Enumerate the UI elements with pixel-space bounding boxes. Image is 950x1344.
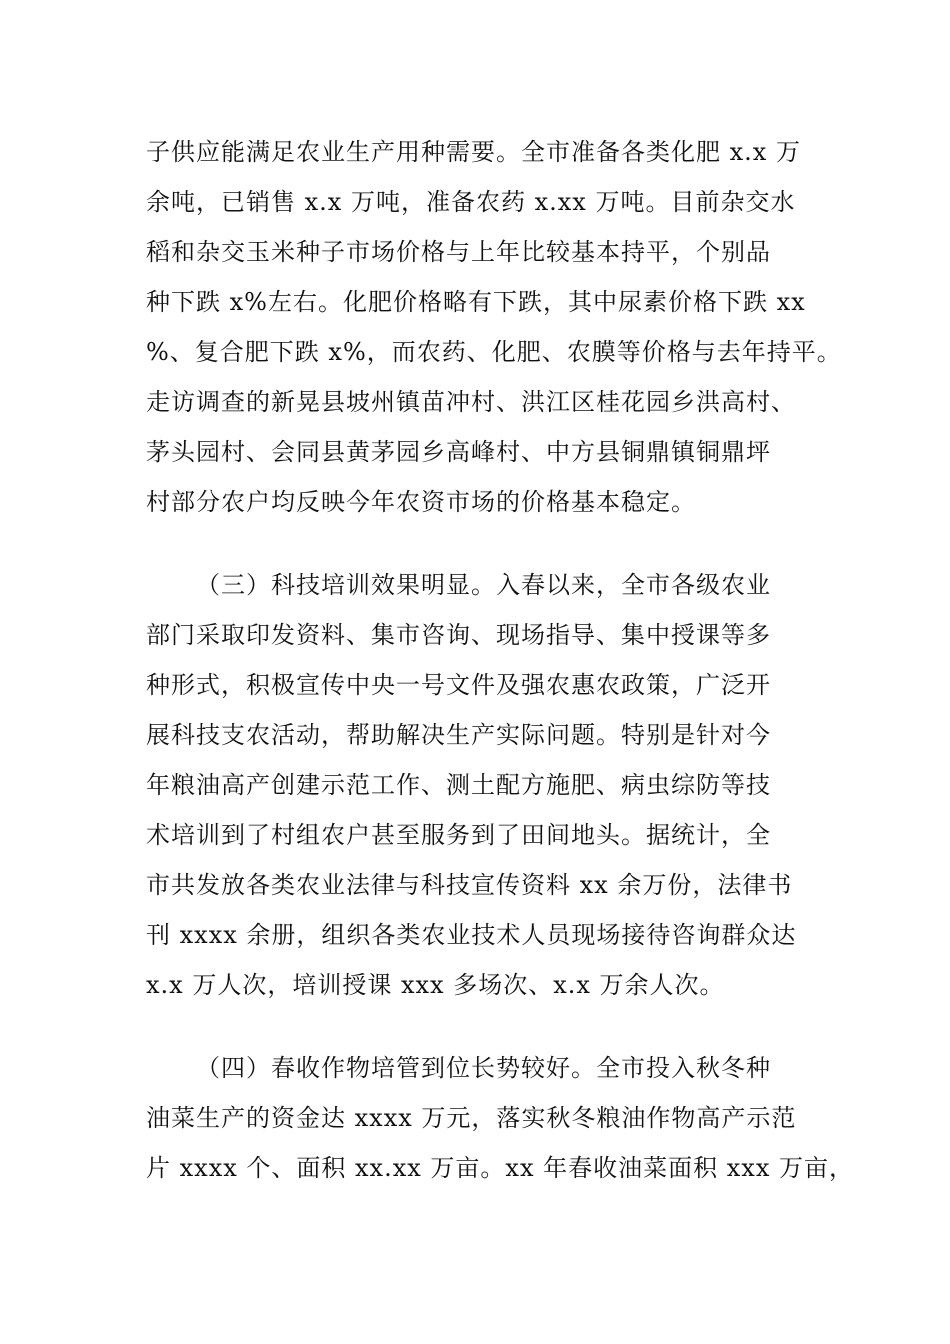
body-text-line: 茅头园村、会同县黄茅园乡高峰村、中方县铜鼎镇铜鼎坪 (146, 438, 771, 466)
body-text-line: 种下跌 x%左右。化肥价格略有下跌，其中尿素价格下跌 xx (146, 288, 806, 316)
body-text-line: 术培训到了村组农户甚至服务到了田间地头。据统计，全 (146, 821, 771, 849)
body-text-line: 子供应能满足农业生产用种需要。全市准备各类化肥 x.x 万 (146, 138, 801, 166)
section-heading-line: （三）科技培训效果明显。入春以来，全市各级农业 (196, 571, 771, 599)
body-text-line: 片 xxxx 个、面积 xx.xx 万亩。xx 年春收油菜面积 xxx 万亩， (146, 1154, 854, 1182)
body-text-line: 余吨，已销售 x.x 万吨，准备农药 x.xx 万吨。目前杂交水 (146, 188, 796, 216)
body-text-line: 稻和杂交玉米种子市场价格与上年比较基本持平，个别品 (146, 238, 771, 266)
body-text-line: 刊 xxxx 余册，组织各类农业技术人员现场接待咨询群众达 (146, 921, 797, 949)
body-text-line: %、复合肥下跌 x%，而农药、化肥、农膜等价格与去年持平。 (146, 338, 842, 366)
body-text-line: 市共发放各类农业法律与科技宣传资料 xx 余万份，法律书 (146, 871, 793, 899)
body-text-line: 年粮油高产创建示范工作、测土配方施肥、病虫综防等技 (146, 771, 771, 799)
body-text-line: x.x 万人次，培训授课 xxx 多场次、x.x 万余人次。 (146, 971, 725, 999)
body-text-line: 村部分农户均反映今年农资市场的价格基本稳定。 (146, 488, 696, 516)
body-text-line: 油菜生产的资金达 xxxx 万元，落实秋冬粮油作物高产示范 (146, 1104, 797, 1132)
body-text-line: 走访调查的新晃县坡州镇苗冲村、洪江区桂花园乡洪高村、 (146, 388, 796, 416)
section-heading-line: （四）春收作物培管到位长势较好。全市投入秋冬种 (196, 1054, 771, 1082)
body-text-line: 展科技支农活动，帮助解决生产实际问题。特别是针对今 (146, 721, 771, 749)
body-text-line: 部门采取印发资料、集市咨询、现场指导、集中授课等多 (146, 621, 771, 649)
body-text-line: 种形式，积极宣传中央一号文件及强农惠农政策，广泛开 (146, 671, 771, 699)
